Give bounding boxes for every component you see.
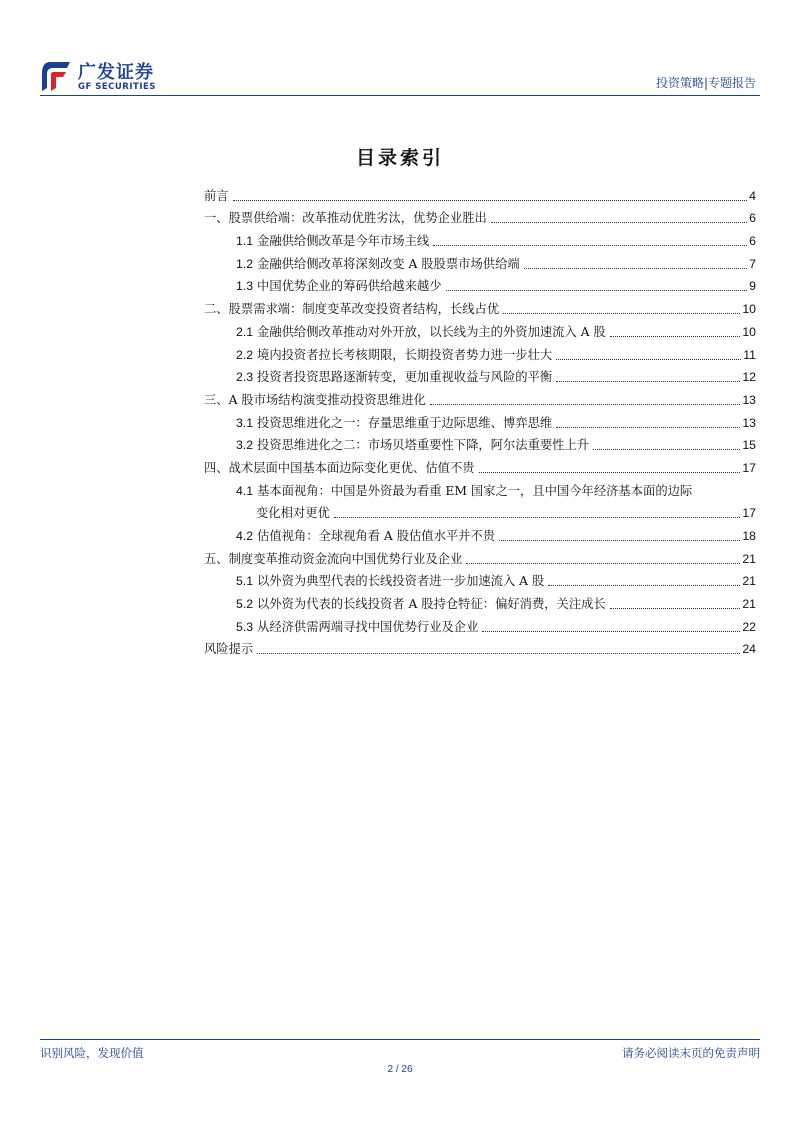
toc-entry-page: 24 bbox=[742, 642, 756, 657]
toc-leader-dots bbox=[491, 222, 747, 223]
toc-entry-label bbox=[236, 323, 608, 341]
toc-entry-page: 18 bbox=[742, 529, 756, 544]
toc-entry-page: 15 bbox=[742, 438, 756, 453]
toc-entry-label: 基本面视角：中国是外资最为看重 EM 国家之一，且中国今年经济基本面的边际 bbox=[257, 483, 693, 498]
toc-leader-dots bbox=[610, 336, 741, 337]
toc-entry-text: 一、股票供给端：改革推动优胜劣汰，优势企业胜出 bbox=[204, 211, 487, 226]
toc-entry-number: 2.1 bbox=[236, 324, 254, 339]
toc-entry-number: 1.2 bbox=[236, 256, 254, 271]
toc-leader-dots bbox=[556, 427, 740, 428]
toc-entry-text: 投资者投资思路逐渐转变，更加重视收益与风险的平衡 bbox=[257, 370, 553, 385]
toc-entry[interactable] bbox=[204, 250, 756, 273]
toc-leader-dots bbox=[556, 381, 740, 382]
toc-entry-page: 7 bbox=[749, 256, 756, 271]
toc-entry-label bbox=[236, 414, 554, 432]
toc-leader-dots bbox=[503, 313, 740, 314]
toc-entry-number: 2.2 bbox=[236, 347, 254, 362]
toc-entry-page: 17 bbox=[742, 460, 756, 475]
doc-type-label: 投资策略|专题报告 bbox=[655, 76, 756, 90]
toc-leader-dots bbox=[446, 290, 748, 291]
toc-entry-text: 金融供给侧改革是今年市场主线 bbox=[257, 234, 430, 249]
footer-slogan: 识别风险，发现价值 bbox=[40, 1046, 144, 1060]
toc-leader-dots bbox=[524, 268, 747, 269]
toc-entry-label bbox=[236, 436, 591, 454]
toc-entry-label bbox=[236, 618, 480, 636]
toc-entry-line bbox=[236, 482, 756, 500]
toc-entry-text: 前言 bbox=[204, 188, 229, 203]
page-header bbox=[40, 52, 760, 100]
toc-entry-page: 22 bbox=[742, 619, 756, 634]
toc-entry-text: 以外资为代表的长线投资者 A 股持仓特征：偏好消费，关注成长 bbox=[257, 597, 606, 612]
toc-entry-number: 5.3 bbox=[236, 619, 254, 634]
toc-entry-label bbox=[236, 277, 444, 295]
toc-leader-dots bbox=[548, 585, 740, 586]
toc-entry-text: 五、制度变革推动资金流向中国优势行业及企业 bbox=[204, 551, 463, 566]
toc-entry-label bbox=[204, 391, 428, 409]
toc-entry-text: 中国优势企业的筹码供给越来越少 bbox=[257, 279, 442, 294]
toc-entry-text: 境内投资者拉长考核期限，长期投资者势力进一步壮大 bbox=[257, 347, 553, 362]
page-number: 2 / 26 bbox=[387, 1064, 413, 1075]
toc-entry-page: 13 bbox=[742, 392, 756, 407]
toc-entry[interactable] bbox=[204, 273, 756, 296]
toc-entry-page: 9 bbox=[749, 279, 756, 294]
toc-entry[interactable] bbox=[204, 341, 756, 364]
toc-entry-text: 从经济供需两端寻找中国优势行业及企业 bbox=[257, 619, 479, 634]
toc-entry-page: 21 bbox=[742, 551, 756, 566]
toc-entry-text: 金融供给侧改革将深刻改变 A 股股票市场供给端 bbox=[257, 256, 520, 271]
toc-entry-text: 投资思维进化之一：存量思维重于边际思维、博弈思维 bbox=[257, 415, 553, 430]
logo-cn-text: 广发证券 bbox=[78, 62, 154, 83]
toc-title: 目录索引 bbox=[355, 147, 444, 169]
toc-entry[interactable] bbox=[204, 545, 756, 568]
toc-entry[interactable] bbox=[204, 227, 756, 250]
toc-entry-number: 2.3 bbox=[236, 370, 254, 385]
header-divider bbox=[40, 95, 760, 96]
toc-leader-dots bbox=[430, 404, 740, 405]
toc-entry-label bbox=[236, 255, 522, 273]
toc-entry-line bbox=[256, 504, 756, 522]
toc-entry-page: 21 bbox=[742, 574, 756, 589]
toc-entry-label bbox=[236, 368, 554, 386]
toc-entry-label bbox=[204, 550, 464, 568]
toc-entry-text: 三、A 股市场结构演变推动投资思维进化 bbox=[204, 392, 426, 407]
toc-leader-dots bbox=[257, 653, 740, 654]
toc-entry-label bbox=[236, 595, 608, 613]
toc-entry-text: 金融供给侧改革推动对外开放，以长线为主的外资加速流入 A 股 bbox=[257, 324, 606, 339]
toc-entry-number: 4.1 bbox=[236, 483, 254, 498]
toc-entry-text: 二、股票需求端：制度变革改变投资者结构，长线占优 bbox=[204, 302, 500, 317]
toc-entry[interactable] bbox=[204, 613, 756, 636]
toc-entry-number: 3.2 bbox=[236, 438, 254, 453]
toc-leader-dots bbox=[499, 540, 740, 541]
toc-leader-dots bbox=[233, 200, 748, 201]
logo-en-text: GF SECURITIES bbox=[78, 82, 156, 92]
toc-entry-text: 以外资为典型代表的长线投资者进一步加速流入 A 股 bbox=[257, 574, 545, 589]
toc-entry-label bbox=[204, 640, 255, 658]
toc-entry-number: 1.1 bbox=[236, 234, 254, 249]
toc-entry[interactable] bbox=[204, 432, 756, 455]
toc-entry-page: 10 bbox=[742, 302, 756, 317]
toc-entry-page: 4 bbox=[749, 188, 756, 203]
toc-entry-label bbox=[204, 209, 489, 227]
toc-entry-text: 四、战术层面中国基本面边际变化更优、估值不贵 bbox=[204, 460, 475, 475]
toc-entry-page: 12 bbox=[742, 370, 756, 385]
gf-logo-icon bbox=[40, 58, 74, 94]
toc-leader-dots bbox=[556, 359, 741, 360]
toc-entry-page: 21 bbox=[742, 597, 756, 612]
toc-entry-label-cont: 变化相对更优 bbox=[256, 506, 330, 521]
toc-entry[interactable] bbox=[204, 364, 756, 387]
footer-divider bbox=[40, 1039, 760, 1040]
toc-leader-dots bbox=[334, 517, 741, 518]
toc-entry-number: 3.1 bbox=[236, 415, 254, 430]
toc-entry[interactable] bbox=[204, 409, 756, 432]
toc-entry[interactable] bbox=[204, 522, 756, 545]
toc-entry-text: 风险提示 bbox=[204, 642, 254, 657]
toc-entry[interactable] bbox=[204, 636, 756, 659]
toc-entry[interactable] bbox=[204, 590, 756, 613]
table-of-contents bbox=[204, 182, 756, 658]
toc-entry[interactable] bbox=[204, 477, 756, 522]
company-logo bbox=[40, 58, 180, 98]
toc-entry-label bbox=[204, 187, 231, 205]
toc-entry[interactable] bbox=[204, 205, 756, 228]
toc-entry[interactable] bbox=[204, 295, 756, 318]
toc-entry-text: 投资思维进化之二：市场贝塔重要性下降，阿尔法重要性上升 bbox=[257, 438, 590, 453]
toc-entry[interactable] bbox=[204, 386, 756, 409]
toc-entry-page: 10 bbox=[742, 324, 756, 339]
toc-entry-number: 4.2 bbox=[236, 529, 254, 544]
toc-entry-label bbox=[204, 300, 501, 318]
toc-entry-label bbox=[204, 459, 477, 477]
toc-entry-page: 13 bbox=[742, 415, 756, 430]
toc-entry-page: 6 bbox=[749, 234, 756, 249]
toc-entry-text: 估值视角：全球视角看 A 股估值水平并不贵 bbox=[257, 529, 496, 544]
toc-leader-dots bbox=[479, 472, 741, 473]
toc-leader-dots bbox=[593, 449, 740, 450]
toc-entry-number: 5.2 bbox=[236, 597, 254, 612]
toc-entry[interactable] bbox=[204, 182, 756, 205]
toc-entry-number: 1.3 bbox=[236, 279, 254, 294]
toc-entry-page: 11 bbox=[743, 347, 756, 362]
toc-leader-dots bbox=[466, 563, 740, 564]
toc-entry-page: 17 bbox=[742, 506, 756, 521]
toc-entry[interactable] bbox=[204, 454, 756, 477]
toc-entry-page: 6 bbox=[749, 211, 756, 226]
toc-entry-label bbox=[236, 572, 546, 590]
toc-leader-dots bbox=[482, 631, 740, 632]
toc-entry-number: 5.1 bbox=[236, 574, 254, 589]
toc-entry[interactable] bbox=[204, 568, 756, 591]
footer-disclaimer: 请务必阅读末页的免责声明 bbox=[622, 1046, 760, 1060]
toc-entry[interactable] bbox=[204, 318, 756, 341]
toc-entry-label bbox=[236, 527, 497, 545]
toc-entry-label bbox=[236, 232, 431, 250]
toc-leader-dots bbox=[610, 608, 741, 609]
toc-entry-label bbox=[236, 346, 554, 364]
toc-leader-dots bbox=[433, 245, 747, 246]
